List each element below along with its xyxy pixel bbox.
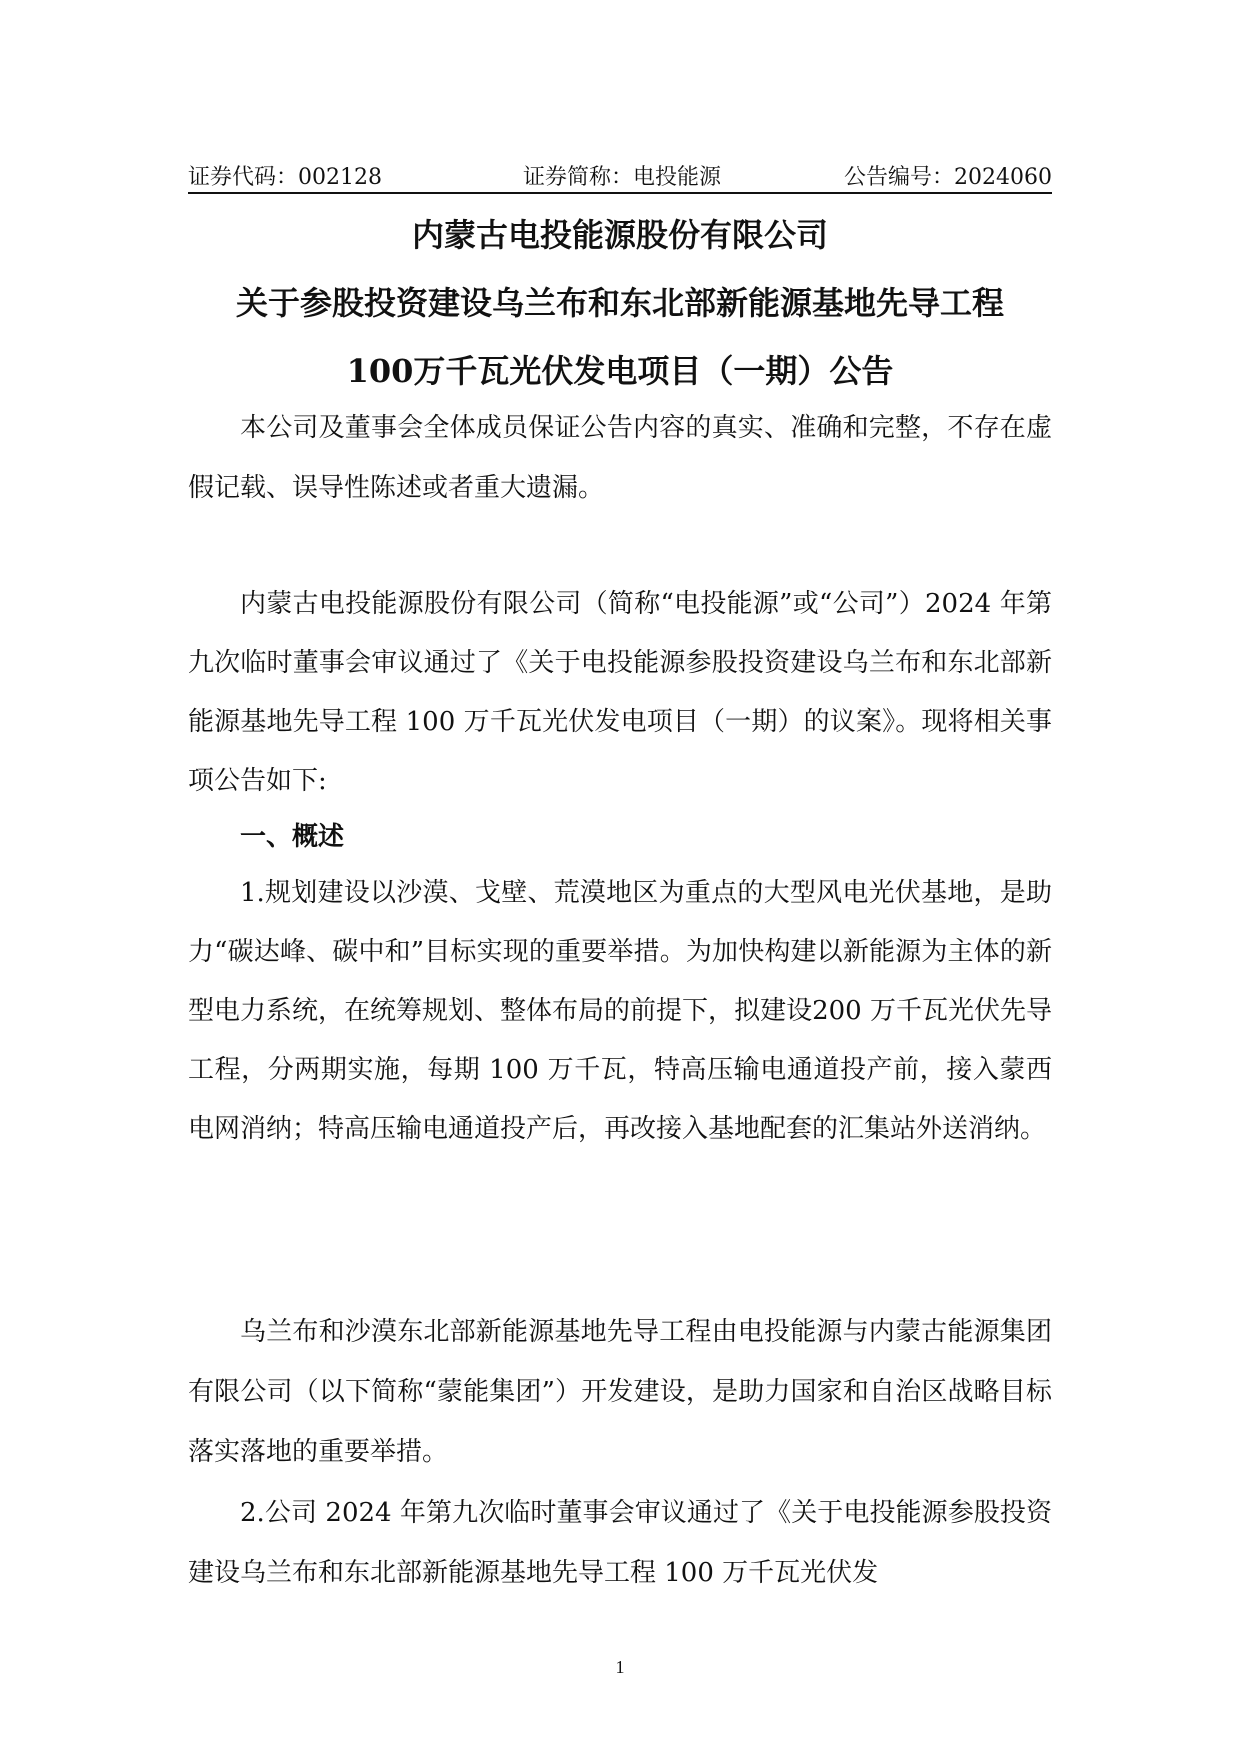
board-statement: 本公司及董事会全体成员保证公告内容的真实、准确和完整，不存在虚假记载、误导性陈述或者重大遗漏。 — [188, 413, 1052, 503]
overview-item-1: 1.规划建设以沙漠、戈壁、荒漠地区为重点的大型风电光伏基地，是助力“碳达峰、碳中和”目标实现的重要举措。为加快构建以新能源为主体的新型电力系统，在统筹规划、整体布局的前提下，拟建设200 万千瓦光伏先导工程，分两期实施，每期 100 万千瓦，特高压输电通道投产前，接入蒙西电网消纳；特高压输电通道投产后，再改接入基地配套的汇集站外送消纳。 — [188, 878, 1052, 1144]
notice-number: 公告编号：2024060 — [844, 165, 1052, 190]
stock-name: 证券简称：电投能源 — [523, 165, 722, 190]
company-title: 内蒙古电投能源股份有限公司 — [411, 216, 828, 254]
stock-code: 证券代码：002128 — [188, 165, 382, 190]
overview-item-2: 2.公司 2024 年第九次临时董事会审议通过了《关于电投能源参股投资建设乌兰布和东北部新能源基地先导工程 100 万千瓦光伏发 — [188, 1498, 1052, 1588]
overview-paragraph-2: 乌兰布和沙漠东北部新能源基地先导工程由电投能源与内蒙古能源集团有限公司（以下简称“蒙能集团”）开发建设，是助力国家和自治区战略目标落实落地的重要举措。 — [188, 1317, 1052, 1467]
notice-title-line-2: 关于参股投资建设乌兰布和东北部新能源基地先导工程 — [235, 284, 1004, 322]
section-heading-overview: 一、概述 — [240, 822, 345, 852]
document-header — [188, 158, 1052, 194]
notice-title-line-3: 100万千瓦光伏发电项目（一期）公告 — [346, 352, 894, 390]
page-number: 1 — [615, 1657, 625, 1677]
intro-paragraph: 内蒙古电投能源股份有限公司（简称“电投能源”或“公司”）2024 年第九次临时董事会审议通过了《关于电投能源参股投资建设乌兰布和东北部新能源基地先导工程 100 万千瓦光伏发电项目（一期）的议案》。现将相关事项公告如下: — [188, 589, 1052, 796]
